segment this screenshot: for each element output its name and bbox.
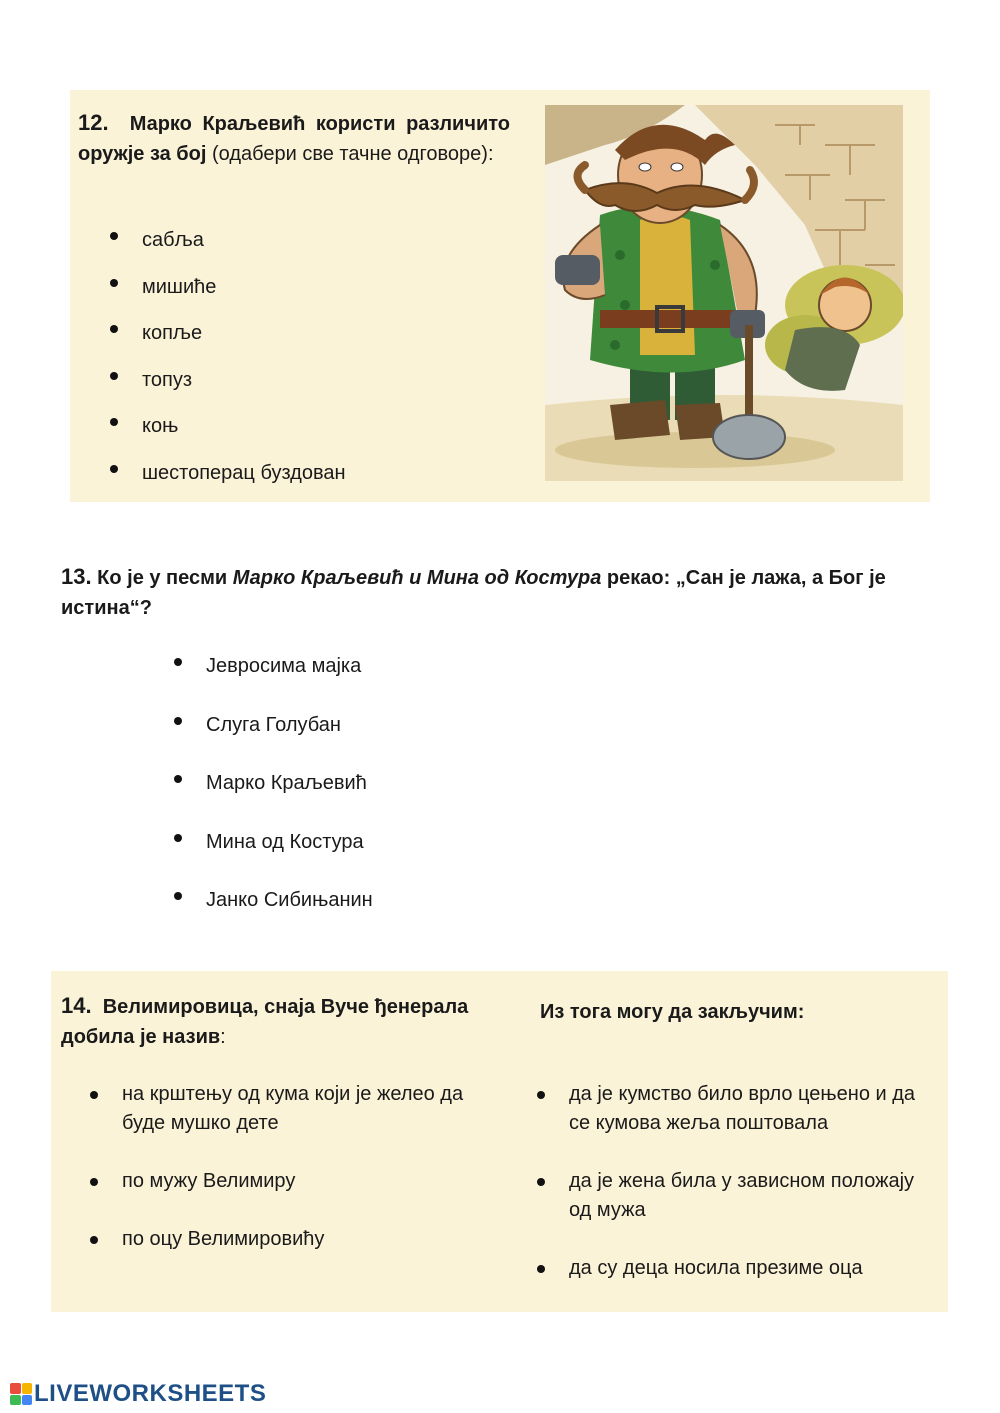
question-12-prompt-bold: Марко Краљевић користи различито оружје за бој xyxy=(78,113,510,165)
question-13-poem-title: Марко Краљевић и Мина од Костура xyxy=(232,567,602,589)
question-14-left-options xyxy=(88,1080,488,1283)
question-13-option[interactable]: Мина од Костура xyxy=(172,824,592,883)
marko-kraljevic-drawing xyxy=(545,105,903,481)
question-12-option[interactable]: шестоперац буздован xyxy=(108,455,488,502)
question-14-right-options xyxy=(535,1080,935,1312)
liveworksheets-footer[interactable] xyxy=(10,1380,266,1408)
question-14-prompt-rest: : xyxy=(220,1026,226,1048)
logo-square-yellow xyxy=(22,1383,33,1394)
question-14-prompt xyxy=(61,991,501,1052)
question-12-option[interactable]: копље xyxy=(108,315,488,362)
logo-square-red xyxy=(10,1383,21,1394)
question-14-left-option[interactable]: по мужу Велимиру xyxy=(88,1167,488,1196)
question-14-number: 14. xyxy=(61,993,92,1018)
question-13-option[interactable]: Слуга Голубан xyxy=(172,707,592,766)
question-14-right-option[interactable]: да је жена била у зависном положају од мужа xyxy=(535,1167,935,1225)
question-13-options xyxy=(172,648,592,941)
question-13-option[interactable]: Марко Краљевић xyxy=(172,765,592,824)
question-14-right-option[interactable]: да су деца носила презиме оца xyxy=(535,1254,935,1283)
question-12-options xyxy=(108,222,488,501)
question-12-option[interactable]: мишиће xyxy=(108,269,488,316)
question-14-right-option[interactable]: да је кумство било врло цењено и да се кумова жеља поштовала xyxy=(535,1080,935,1138)
question-13-prompt xyxy=(61,562,941,623)
liveworksheets-brand-text: LIVEWORKSHEETS xyxy=(34,1380,267,1407)
question-12-option[interactable]: топуз xyxy=(108,362,488,409)
question-13-number: 13. xyxy=(61,564,92,589)
liveworksheets-logo-icon xyxy=(10,1383,32,1405)
marko-kraljevic-illustration xyxy=(545,105,903,481)
question-13-prompt-end: рекао: „Сан је лажа, а Бог је истина“? xyxy=(61,567,886,619)
question-13-prompt-start: Ко је у песми xyxy=(97,567,228,589)
logo-square-green xyxy=(10,1395,21,1406)
question-12-prompt-rest: (одабери све тачне одговоре): xyxy=(212,143,494,165)
question-12-option[interactable]: сабља xyxy=(108,222,488,269)
question-12-number: 12. xyxy=(78,110,109,135)
question-14-left-option[interactable]: по оцу Велимировићу xyxy=(88,1225,488,1254)
question-12-option[interactable]: коњ xyxy=(108,408,488,455)
question-14-conclusion-heading: Из тога могу да закључим: xyxy=(540,1001,805,1023)
question-14-left-option[interactable]: на крштењу од кума који је желео да буде мушко дете xyxy=(88,1080,488,1138)
question-13-option[interactable]: Јанко Сибињанин xyxy=(172,882,592,941)
logo-square-blue xyxy=(22,1395,33,1406)
question-14-prompt-bold: Велимировица, снаја Вуче ђенерала добила је назив xyxy=(61,996,469,1048)
question-12-prompt xyxy=(78,108,510,169)
question-13-option[interactable]: Јевросима мајка xyxy=(172,648,592,707)
